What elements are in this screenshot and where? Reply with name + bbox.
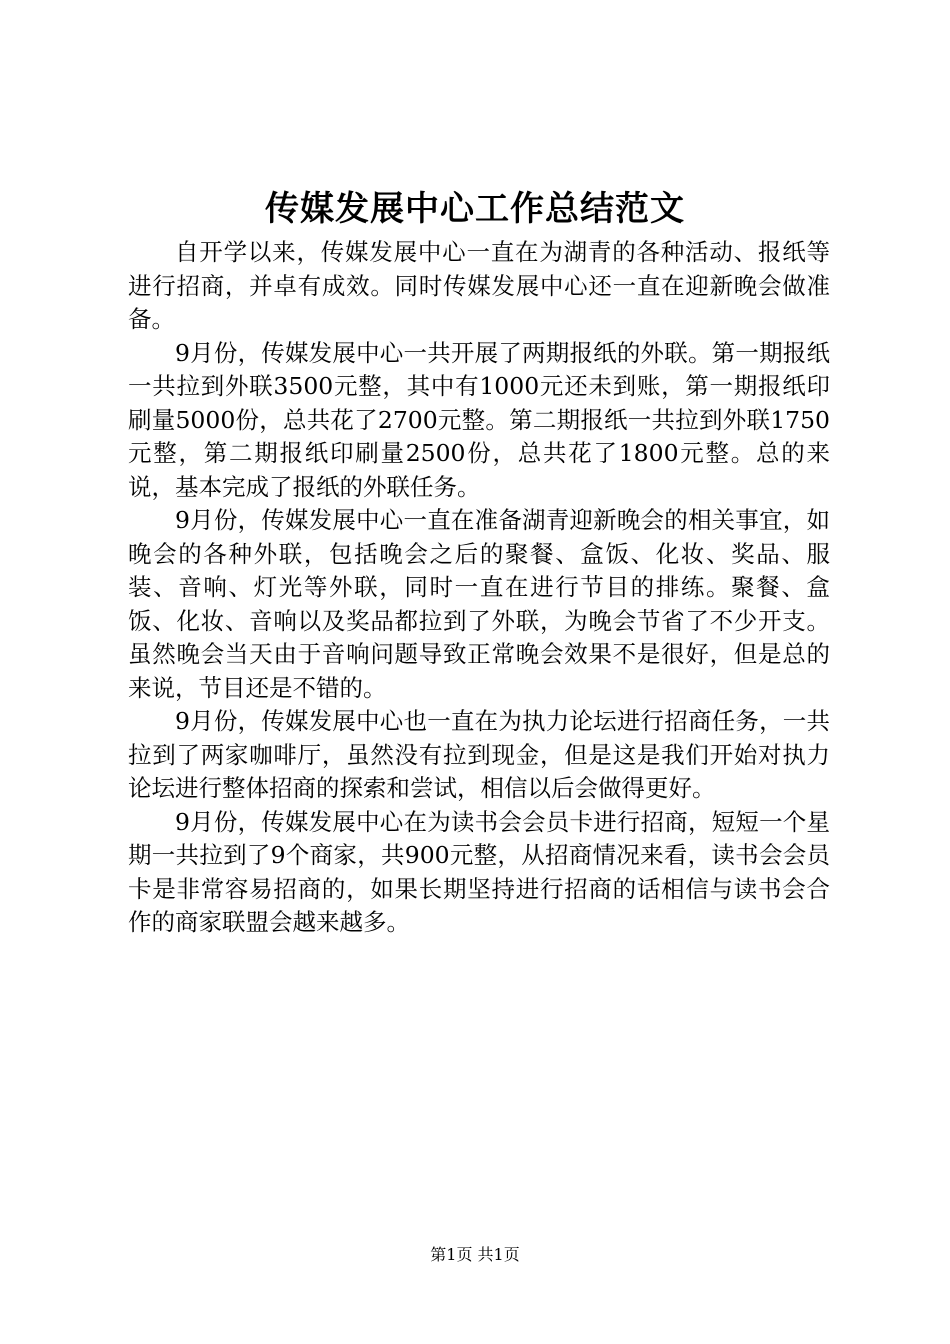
page-number-footer: 第1页 共1页 bbox=[430, 1245, 520, 1264]
document-body bbox=[128, 236, 830, 940]
paragraph-2: 9月份，传媒发展中心一共开展了两期报纸的外联。第一期报纸一共拉到外联3500元整，其中有1000元还未到账，第一期报纸印刷量5000份，总共花了2700元整。第二期报纸一共拉到外联1750元整，第二期报纸印刷量2500份，总共花了1800元整。总的来说，基本完成了报纸的外联任务。 bbox=[128, 338, 830, 501]
paragraph-1: 自开学以来，传媒发展中心一直在为湖青的各种活动、报纸等进行招商，并卓有成效。同时传媒发展中心还一直在迎新晚会做准备。 bbox=[128, 238, 830, 333]
paragraph-5: 9月份，传媒发展中心在为读书会会员卡进行招商，短短一个星期一共拉到了9个商家，共900元整，从招商情况来看，读书会会员卡是非常容易招商的，如果长期坚持进行招商的话相信与读书会合作的商家联盟会越来越多。 bbox=[128, 807, 830, 936]
paragraph-4: 9月份，传媒发展中心也一直在为执力论坛进行招商任务，一共拉到了两家咖啡厅，虽然没有拉到现金，但是这是我们开始对执力论坛进行整体招商的探索和尝试，相信以后会做得更好。 bbox=[128, 707, 830, 802]
document-title: 传媒发展中心工作总结范文 bbox=[265, 189, 685, 229]
paragraph-3: 9月份，传媒发展中心一直在准备湖青迎新晚会的相关事宜，如晚会的各种外联，包括晚会之后的聚餐、盒饭、化妆、奖品、服装、音响、灯光等外联，同时一直在进行节目的排练。聚餐、盒饭、化妆、音响以及奖品都拉到了外联，为晚会节省了不少开支。虽然晚会当天由于音响问题导致正常晚会效果不是很好，但是总的来说，节目还是不错的。 bbox=[128, 506, 830, 702]
